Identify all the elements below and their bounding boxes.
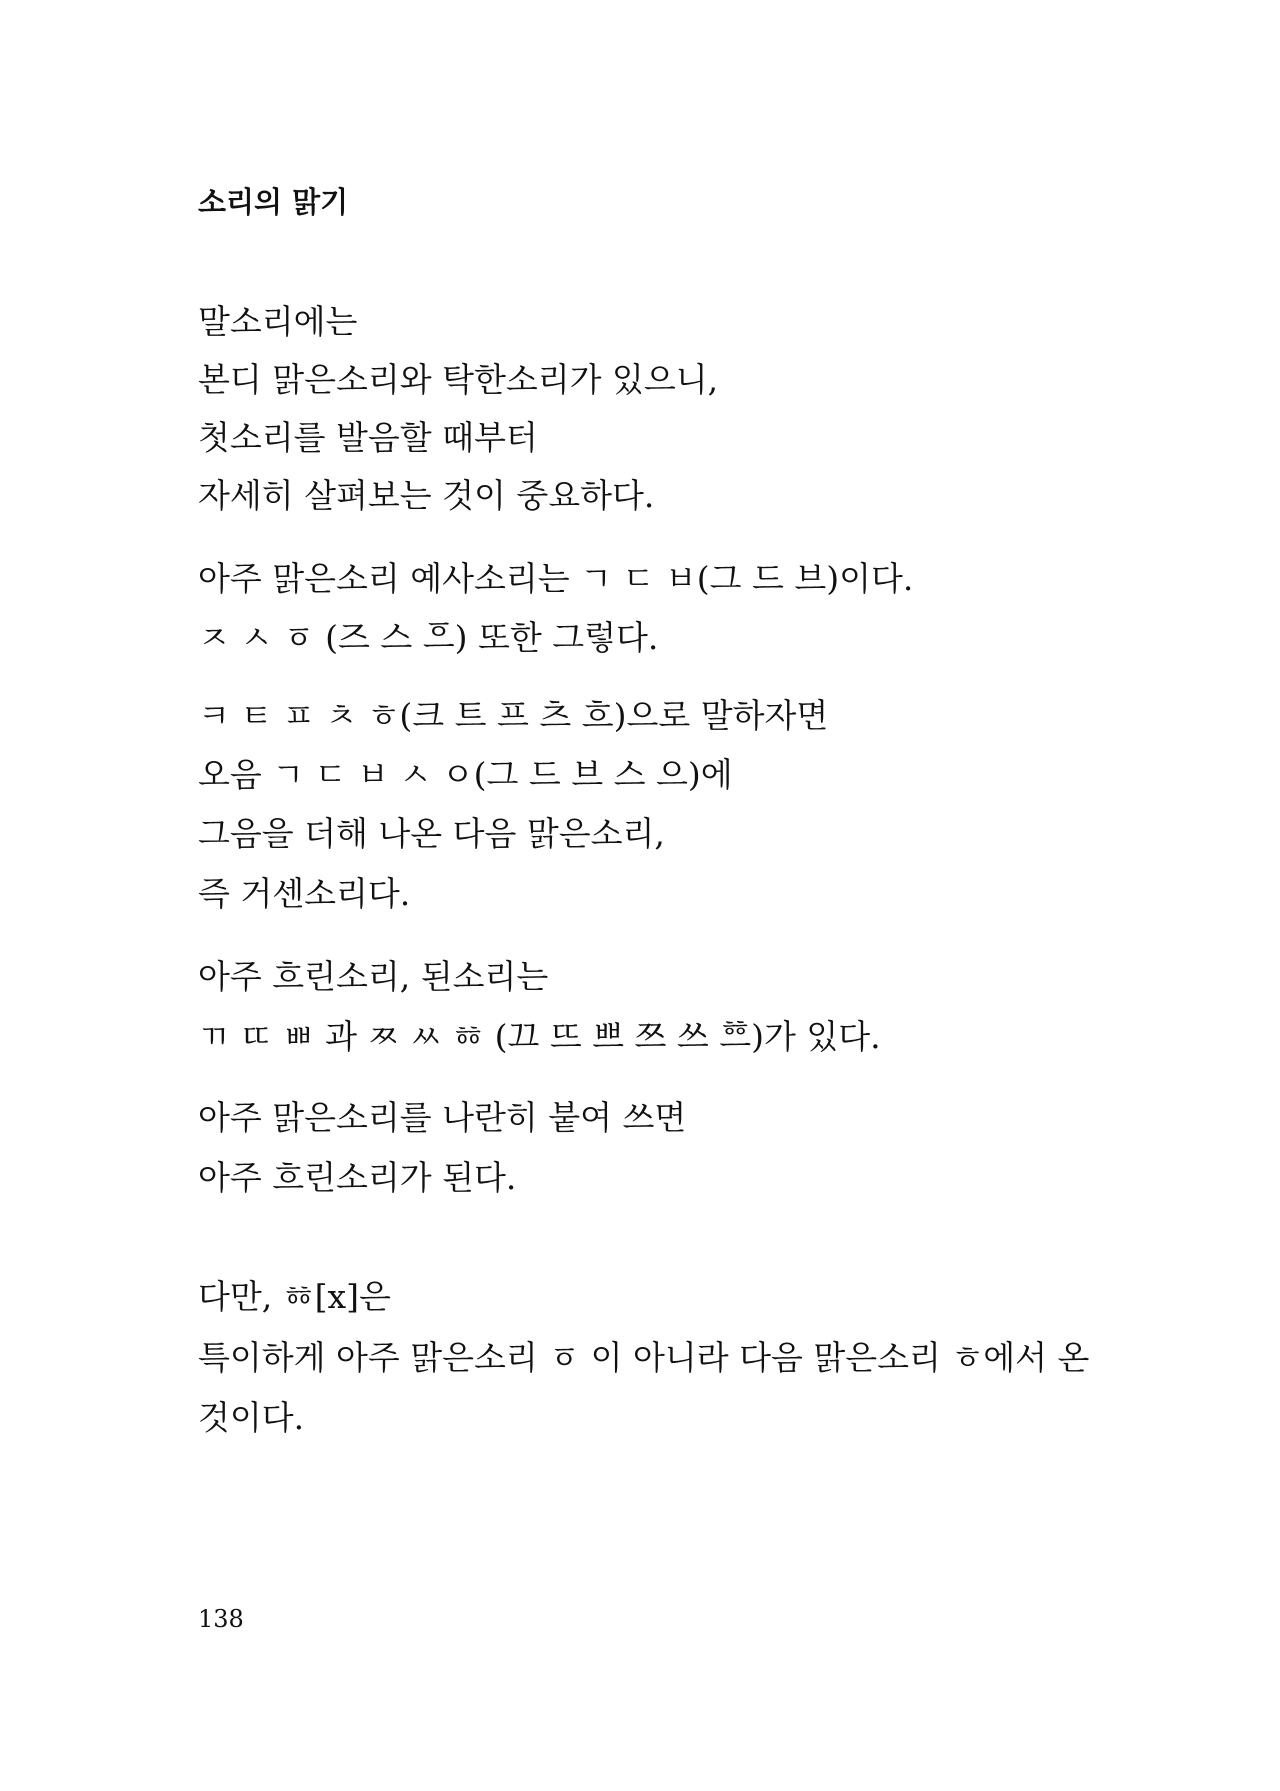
text-line: 오음 ㄱ ㄷ ㅂ ㅅ ㅇ(그 드 브 스 으)에	[198, 755, 733, 794]
section-title: 소리의 맑기	[198, 185, 349, 219]
text-line: 것이다.	[198, 1398, 305, 1437]
text-line: 본디 맑은소리와 탁한소리가 있으니,	[198, 360, 719, 399]
text-line: 아주 맑은소리 예사소리는 ㄱ ㄷ ㅂ(그 드 브)이다.	[198, 559, 914, 598]
text-line: 즉 거센소리다.	[198, 874, 411, 913]
text-line: 첫소리를 발음할 때부터	[198, 418, 538, 457]
text-line: 그음을 더해 나온 다음 맑은소리,	[198, 814, 665, 853]
text-line: ㅈ ㅅ ㆆ (즈 스 ᅙᅳ) 또한 그렇다.	[198, 618, 659, 657]
text-line: 말소리에는	[198, 302, 358, 341]
text-line: ㄲ ㄸ ㅃ 과 ㅉ ㅆ ㆅ (끄 뜨 쁘 쯔 쓰 ᅘᅳ)가 있다.	[198, 1017, 881, 1056]
text-line: 아주 맑은소리를 나란히 붙여 쓰면	[198, 1098, 687, 1137]
text-line: 특이하게 아주 맑은소리 ㆆ 이 아니라 다음 맑은소리 ㅎ에서 온	[198, 1338, 1090, 1377]
text-line: 아주 흐린소리가 된다.	[198, 1158, 517, 1197]
text-line: ㅋ ㅌ ㅍ ㅊ ㅎ(크 트 프 츠 흐)으로 말하자면	[198, 696, 829, 735]
text-line: 아주 흐린소리, 된소리는	[198, 957, 549, 996]
text-line: 다만, ㆅ[x]은	[198, 1277, 391, 1316]
page-number: 138	[198, 1605, 244, 1633]
text-line: 자세히 살펴보는 것이 중요하다.	[198, 476, 655, 515]
